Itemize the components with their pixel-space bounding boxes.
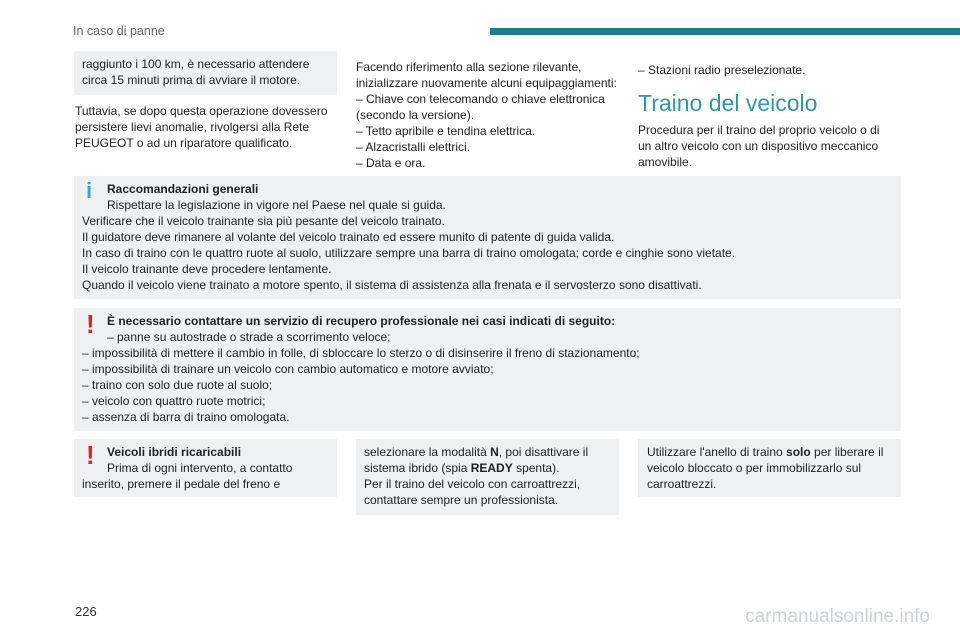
warning-line-5: – veicolo con quattro ruote motrici; xyxy=(82,394,266,408)
warning-box-title: È necessario contattare un servizio di recupero professionale nei casi indicati di seguito: xyxy=(107,314,616,328)
col2-intro: Facendo riferimento alla sezione rilevante, inizializzare nuovamente alcuni equipaggiamenti: xyxy=(356,60,617,90)
info-line-5: Il veicolo trainante deve procedere lentamente. xyxy=(82,262,332,276)
hybrid-text-3 xyxy=(647,444,892,492)
section-title: In caso di panne xyxy=(73,24,165,38)
hybrid-title: Veicoli ibridi ricaricabili xyxy=(107,445,242,459)
warning-box-body xyxy=(82,345,892,425)
warning-line-4: – traino con solo due ruote al suolo; xyxy=(82,378,273,392)
col2-item-3: – Alzacristalli elettrici. xyxy=(356,140,471,154)
hybrid-text-1-span: Prima di ogni intervento, a contatto inserito, premere il pedale del freno e xyxy=(82,461,293,491)
hybrid-text-2-p2: Per il traino del veicolo con carroattrezzi, contattare sempre un professionista. xyxy=(364,477,581,507)
hybrid-text-1 xyxy=(82,460,330,492)
col2-item-4: – Data e ora. xyxy=(356,156,426,170)
warning-icon: ! xyxy=(86,309,95,339)
warning-line-2: – impossibilità di mettere il cambio in folle, di sbloccare lo sterzo o di disinserire il freno di stazionamento; xyxy=(82,346,640,360)
hybrid-text-2b: N xyxy=(490,445,499,459)
col3-paragraph: Procedura per il traino del proprio veicolo o di un altro veicolo con un dispositivo meccanico amovibile. xyxy=(638,123,880,169)
info-line-6: Quando il veicolo viene trainato a motore spento, il sistema di assistenza alla frenata e il servosterzo sono disattivati. xyxy=(82,278,702,292)
hybrid-text-2a: selezionare la modalità xyxy=(364,445,491,459)
col2-item-1: – Chiave con telecomando o chiave elettronica (secondo la versione). xyxy=(356,92,605,122)
warning-line-6: – assenza di barra di traino omologata. xyxy=(82,410,290,424)
hybrid-text-2d: READY xyxy=(470,461,513,475)
hybrid-text-2 xyxy=(364,444,614,508)
page-number: 226 xyxy=(75,604,97,619)
info-box-title: Raccomandazioni generali xyxy=(107,182,259,196)
info-box-body xyxy=(107,197,887,213)
col2-item-2: – Tetto apribile e tendina elettrica. xyxy=(356,124,536,138)
info-line-4: In caso di traino con le quattro ruote al suolo, utilizzare sempre una barra di traino omologata; corde e cinghie sono vietate. xyxy=(82,246,736,260)
section-heading: Traino del veicolo xyxy=(638,90,818,116)
hybrid-text-3b: solo xyxy=(786,445,811,459)
col3-item: – Stazioni radio preselezionate. xyxy=(638,63,806,77)
warning-line-1: – panne su autostrade o strade a scorrimento veloce; xyxy=(107,330,391,344)
info-line-2: Verificare che il veicolo trainante sia più pesante del veicolo trainato. xyxy=(82,214,445,228)
info-box-body-cont xyxy=(82,213,892,293)
hybrid-text-3a: Utilizzare l'anello di traino xyxy=(647,445,787,459)
warning-line-3: – impossibilità di trainare un veicolo con cambio automatico e motore avviato; xyxy=(82,362,494,376)
note-box-col1-text: raggiunto i 100 km, è necessario attendere circa 15 minuti prima di avviare il motore. xyxy=(82,57,310,87)
info-line-3: Il guidatore deve rimanere al volante del veicolo trainato ed essere munito di patente di guida valida. xyxy=(82,230,615,244)
info-icon: i xyxy=(86,178,93,203)
hybrid-text-2e: spenta). xyxy=(512,461,560,475)
col1-paragraph: Tuttavia, se dopo questa operazione dovessero persistere lievi anomalie, rivolgersi alla Rete PEUGEOT o ad un riparatore qualificato. xyxy=(75,104,328,150)
warning-icon: ! xyxy=(86,440,95,470)
col2-block xyxy=(356,59,626,171)
hybrid-text-3c: per liberare il veicolo bloccato o per immobilizzarlo sul carroattrezzi. xyxy=(647,445,884,491)
hybrid-text-2c: , poi disattivare il sistema ibrido (spia xyxy=(364,445,589,475)
watermark: carmanualsonline.info xyxy=(745,606,930,627)
header-accent-bar xyxy=(490,28,960,35)
hybrid-text-2-p1 xyxy=(364,444,614,476)
info-line-1: Rispettare la legislazione in vigore nel Paese nel quale si guida. xyxy=(107,198,446,212)
